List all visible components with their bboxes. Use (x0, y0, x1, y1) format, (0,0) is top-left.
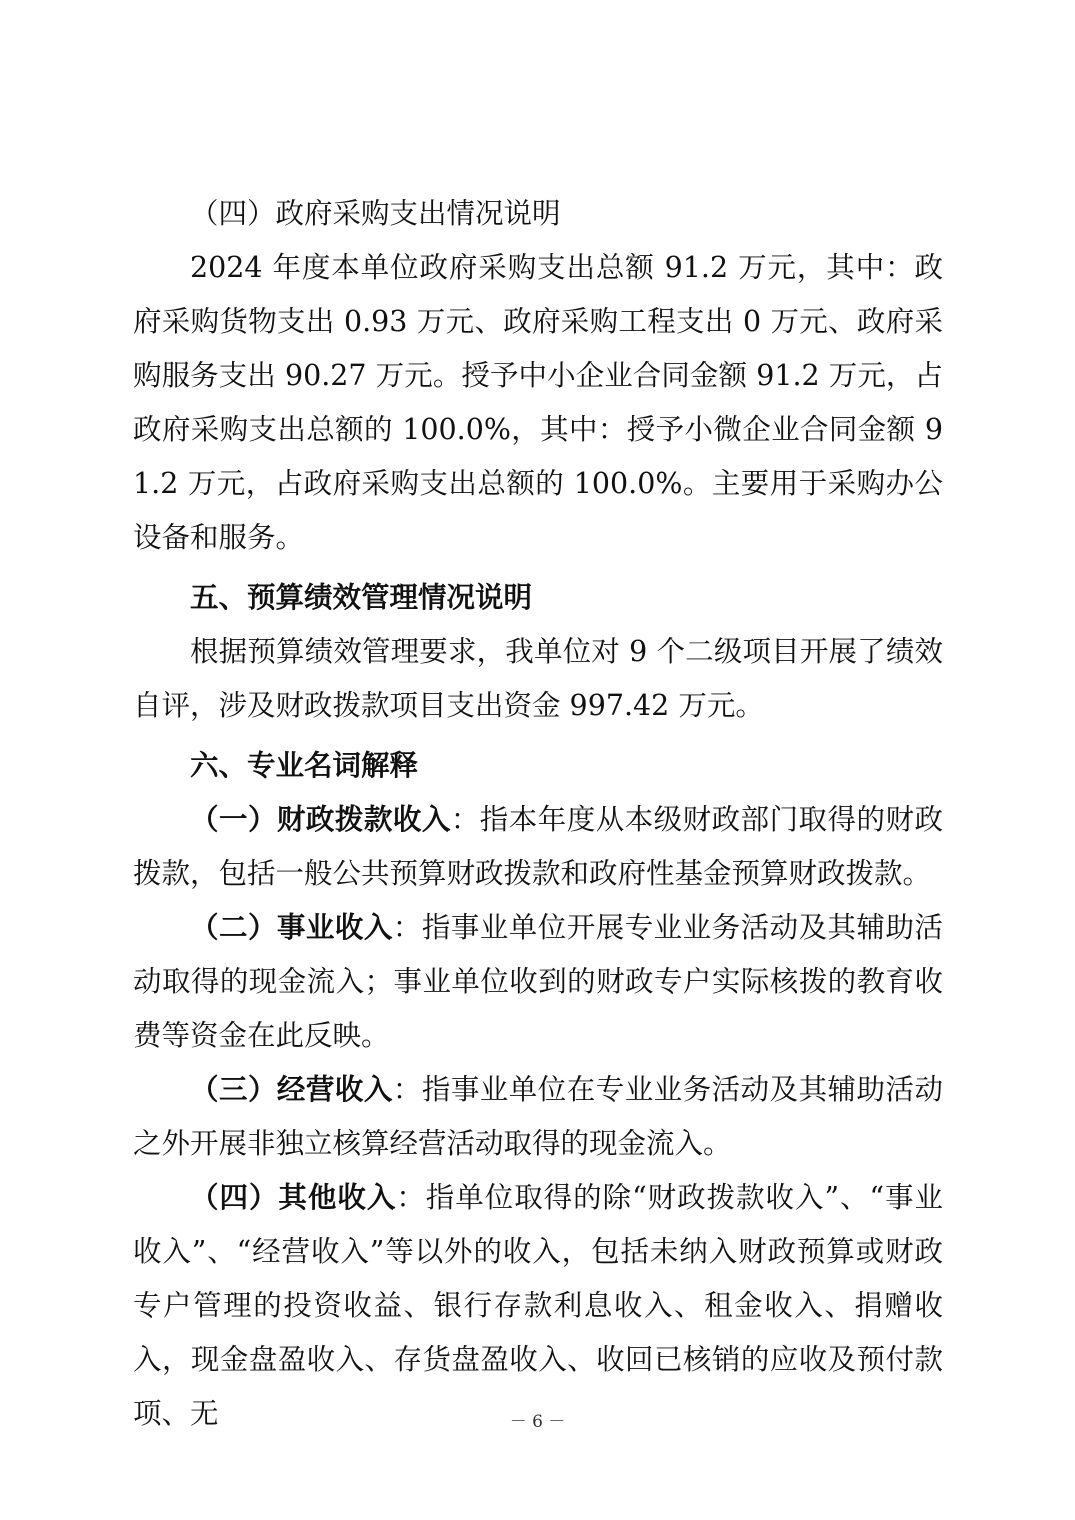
term-paragraph (133, 901, 943, 1063)
term-definition: ：指单位取得的除“财政拨款收入”、“事业收入”、“经营收入”等以外的收入，包括未纳入财政预算或财政专户管理的投资收益、银行存款利息收入、租金收入、捐赠收入，现金盘盈收入、存货盘盈收入、收回已核销的应收及预付款项、无 (133, 1181, 943, 1430)
term-definition: ：指事业单位在专业业务活动及其辅助活动之外开展非独立核算经营活动取得的现金流入。 (133, 1073, 943, 1160)
term-definition: ：指本年度从本级财政部门取得的财政拨款，包括一般公共预算财政拨款和政府性基金预算财政拨款。 (133, 803, 943, 890)
term-title: （二）事业收入 (190, 911, 393, 944)
section-five-body: 根据预算绩效管理要求，我单位对 9 个二级项目开展了绩效自评，涉及财政拨款项目支出资金 997.42 万元。 (133, 635, 943, 722)
page-number: － 6 － (509, 1412, 566, 1432)
section-4-heading: （四）政府采购支出情况说明 (190, 197, 561, 230)
section-4-body: 2024 年度本单位政府采购支出总额 91.2 万元，其中：政府采购货物支出 0.93 万元、政府采购工程支出 0 万元、政府采购服务支出 90.27 万元。授予中小企业合同金额 91.2 万元，占政府采购支出总额的 100.0%，其中：授予小微企业合同金额 91.2 万元，占政府采购支出总额的 100.0%。主要用于采购办公设备和服务。 (133, 251, 943, 554)
term-paragraph (133, 1171, 943, 1441)
document-page (133, 187, 943, 1441)
term-title: （一）财政拨款收入 (190, 803, 451, 836)
section-six-heading: 六、专业名词解释 (190, 749, 419, 782)
term-title: （三）经营收入 (190, 1073, 393, 1106)
term-definition: ：指事业单位开展专业业务活动及其辅助活动取得的现金流入；事业单位收到的财政专户实际核拨的教育收费等资金在此反映。 (133, 911, 943, 1052)
term-paragraph (133, 1063, 943, 1171)
section-five-heading: 五、预算绩效管理情况说明 (190, 581, 533, 614)
term-title: （四）其他收入 (190, 1181, 397, 1214)
term-paragraph (133, 793, 943, 901)
